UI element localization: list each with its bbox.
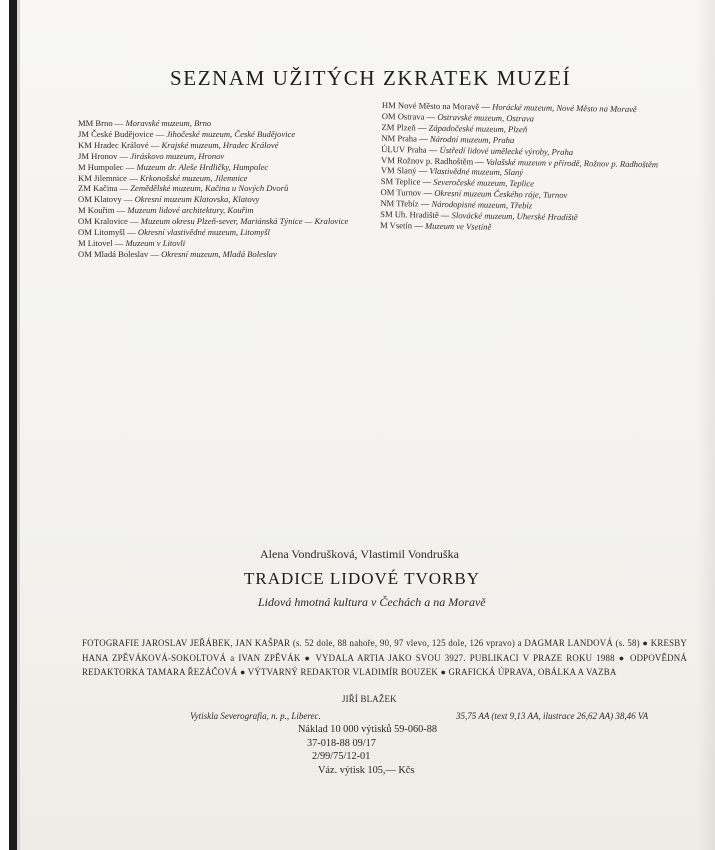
museum-name: Jihočeské muzeum, České Budějovice: [166, 128, 296, 139]
abbreviation-code: M Litovel: [78, 237, 113, 248]
abbreviation-entry: [78, 238, 383, 249]
abbreviation-entry: [78, 162, 383, 173]
museum-name: Muzeum okresu Plzeň-sever, Mariánská Týnice — Kralovice: [140, 216, 349, 227]
museum-name: Okresní muzeum Klatovska, Klatovy: [134, 194, 260, 205]
abbreviation-dash: —: [125, 227, 138, 238]
abbreviation-code: M Vsetín: [379, 219, 413, 231]
abbreviation-dash: —: [424, 111, 438, 122]
museum-name: Okresní muzeum Českého ráje, Turnov: [434, 188, 568, 201]
abbreviation-code: JM Hronov: [78, 150, 118, 161]
imprint-line: Váz. výtisk 105,— Kčs: [318, 765, 415, 776]
abbreviation-code: OM Turnov: [380, 187, 422, 198]
abbreviation-code: M Humpolec: [78, 161, 124, 172]
abbreviation-code: ZM Plzeň: [381, 121, 416, 133]
abbreviation-entry: [78, 173, 383, 184]
museum-name: Moravské muzeum, Brno: [125, 118, 212, 128]
abbreviation-code: ÚLUV Praha: [381, 143, 427, 155]
museum-name: Vlastivědné muzeum, Slaný: [429, 166, 524, 178]
abbreviation-code: SM Uh. Hradiště: [380, 209, 439, 220]
abbreviation-dash: —: [114, 205, 128, 216]
museum-name: Krkonošské muzeum, Jilemnice: [139, 172, 248, 183]
imprint-line: 37-018-88 09/17: [307, 738, 376, 749]
book-authors: Alena Vondrušková, Vlastimil Vondruška: [260, 547, 459, 561]
museum-name: Krajské muzeum, Hradec Králové: [161, 139, 279, 150]
abbreviation-list-left: [78, 118, 383, 260]
museum-name: Jiráskovo muzeum, Hronov: [130, 150, 225, 161]
abbreviation-dash: —: [117, 183, 131, 194]
abbreviation-dash: —: [412, 220, 426, 231]
museum-name: Horácké muzeum, Nové Město na Moravě: [492, 101, 637, 115]
museum-name: Ostravské muzeum, Ostrava: [437, 111, 535, 124]
museum-name: Okresní muzeum, Mladá Boleslav: [161, 248, 277, 259]
abbreviation-dash: —: [127, 216, 141, 227]
museum-name: Muzeum ve Vsetíně: [424, 220, 492, 232]
abbreviation-code: OM Mladá Boleslav: [78, 248, 149, 259]
colophon-credits-last-line: JIŘÍ BLAŽEK: [342, 694, 397, 704]
museum-name: Národopisné muzeum, Třebíz: [431, 198, 533, 211]
abbreviation-dash: —: [426, 144, 440, 155]
abbreviation-code: OM Klatovy: [78, 194, 122, 205]
printing-numbers: 35,75 AA (text 9,13 AA, ilustrace 26,62 AA) 38,46 VA: [456, 711, 649, 721]
abbreviation-code: ZM Kačina: [78, 183, 118, 194]
abbreviation-entry: [78, 183, 383, 194]
imprint-line: Náklad 10 000 výtisků 59-060-88: [298, 724, 437, 735]
abbreviation-entry: [78, 205, 383, 216]
abbreviation-code: KM Hradec Králové: [78, 139, 149, 150]
abbreviation-entry: [78, 118, 383, 129]
abbreviation-dash: —: [126, 172, 140, 183]
book-title: TRADICE LIDOVÉ TVORBY: [244, 569, 481, 588]
abbreviation-entry: [78, 140, 383, 151]
museum-name: Okresní vlastivědné muzeum, Litomyšl: [137, 227, 270, 238]
museum-name: Severočeské muzeum, Teplice: [433, 177, 535, 189]
abbreviation-dash: —: [121, 194, 135, 205]
abbreviation-code: OM Kralovice: [78, 216, 128, 227]
book-spine: [0, 0, 20, 850]
abbreviation-code: M Kouřim: [78, 205, 115, 216]
museum-name: Muzeum dr. Aleše Hrdličky, Humpolec: [136, 161, 269, 172]
museum-name: Národní muzeum, Praha: [429, 133, 515, 145]
abbreviation-code: OM Ostrava: [381, 110, 425, 122]
abbreviation-code: KM Jilemnice: [78, 172, 127, 183]
abbreviation-entry: [78, 194, 383, 205]
abbreviation-dash: —: [420, 176, 434, 188]
abbreviation-dash: —: [148, 139, 162, 150]
colophon-credits: FOTOGRAFIE JAROSLAV JEŘÁBEK, JAN KAŠPAR (s. 52 dole, 88 nahoře, 90, 97 vlevo, 125 dole, 126 vpravo) a DAGMAR LANDOVÁ (s. 58) ● KRESBY HANA ZPĚVÁKOVÁ-SOKOLTOVÁ a IVAN ZPĚVÁK ● VYDALA ARTIA JAKO SVOU 3927. PUBLIKACI V PRAZE ROKU 1988 ● ODPOVĚDNÁ REDAKTORKA TAMARA ŘEZÁČOVÁ ● VÝTVARNÝ REDAKTOR VLADIMÍR BOUZEK ● GRAFICKÁ ÚPRAVA, OBÁLKA A VAZBA: [82, 638, 687, 678]
abbreviation-code: SM Teplice: [380, 176, 421, 187]
abbreviation-dash: —: [112, 237, 126, 248]
abbreviation-dash: —: [123, 161, 137, 172]
book-subtitle: Lidová hmotná kultura v Čechách a na Moravě: [258, 595, 486, 609]
abbreviation-code: JM České Budějovice: [78, 128, 154, 139]
abbreviation-code: OM Litomyšl: [78, 227, 126, 238]
abbreviation-dash: —: [117, 150, 131, 161]
abbreviation-dash: —: [479, 101, 493, 112]
abbreviation-dash: —: [148, 248, 162, 259]
abbreviation-dash: —: [421, 187, 435, 199]
abbreviation-code: NM Praha: [381, 132, 418, 144]
abbreviation-dash: —: [438, 209, 452, 221]
museum-name: Ústředí lidové umělecké výroby, Praha: [439, 144, 574, 157]
abbreviation-dash: —: [112, 118, 126, 128]
abbreviation-entry: [78, 129, 383, 140]
abbreviation-list-right: [380, 100, 682, 236]
abbreviation-code: HM Nové Město na Moravě: [381, 100, 480, 112]
museum-name: Muzeum v Litovli: [125, 237, 186, 248]
printer-line: Vytiskla Severografia, n. p., Liberec.: [190, 711, 321, 721]
abbreviation-dash: —: [416, 165, 430, 177]
abbreviation-entry: [78, 249, 383, 260]
museum-name: Muzeum lidové architektury, Kouřim: [127, 205, 254, 216]
abbreviation-code: VM Slaný: [380, 165, 417, 176]
abbreviation-dash: —: [416, 133, 430, 144]
abbreviation-dash: —: [473, 155, 487, 167]
imprint-line: 2/99/75/12-01: [312, 751, 371, 762]
abbreviation-entry: [78, 151, 383, 162]
abbreviation-entry: [78, 216, 383, 227]
page-title: SEZNAM UŽITÝCH ZKRATEK MUZEÍ: [170, 66, 572, 90]
museum-name: Valašské muzeum v přírodě, Rožnov p. Radhoštěm: [486, 156, 659, 169]
museum-name: Zemědělské muzeum, Kačina u Nových Dvorů: [130, 183, 289, 194]
museum-name: Slovácké muzeum, Uherské Hradiště: [451, 210, 578, 223]
abbreviation-dash: —: [418, 198, 432, 209]
abbreviation-code: MM Brno: [78, 118, 113, 128]
museum-name: Západočeské muzeum, Plzeň: [428, 122, 528, 135]
page-edge-shadow: [697, 0, 715, 850]
abbreviation-entry: [78, 227, 383, 238]
abbreviation-code: NM Třebíz: [380, 198, 419, 209]
abbreviation-dash: —: [415, 122, 429, 133]
abbreviation-code: VM Rožnov p. Radhoštěm: [380, 154, 474, 166]
abbreviation-dash: —: [153, 128, 167, 139]
